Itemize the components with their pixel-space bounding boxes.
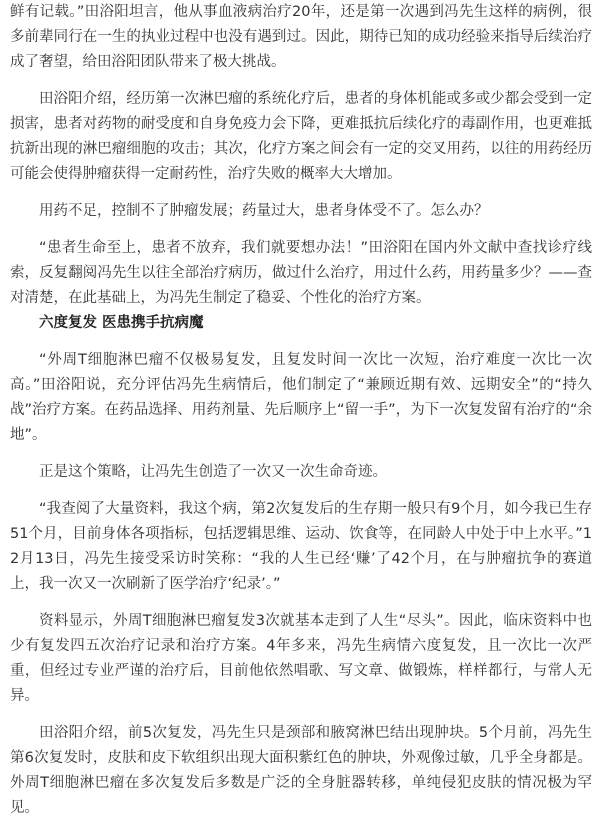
paragraph-7: “我查阅了大量资料，我这个病，第2次复发后的生存期一般只有9个月，如今我已生存51个月，目前身体各项指标，包括逻辑思维、运动、饮食等，在同龄人中处于中上水平。”12月13日，冯先生接受采访时笑称：“我的人生已经‘赚’了42个月，在与肿瘤抗争的赛道上，我一次又一次刷新了医学治疗‘纪录’。” <box>10 501 592 592</box>
paragraph-8: 资料显示，外周T细胞淋巴瘤复发3次就基本走到了人生“尽头”。因此，临床资料中也少有复发四五次治疗记录和治疗方案。4年多来，冯先生病情六度复发，且一次比一次严重，但经过专业严谨的治疗后，目前他依然唱歌、写文章、做锻炼，样样都行，与常人无异。 <box>10 613 592 704</box>
paragraph-1: 鲜有记载。”田浴阳坦言，他从事血液病治疗20年，还是第一次遇到冯先生这样的病例，很多前辈同行在一生的执业过程中也没有遇到过。因此，期待已知的成功经验来指导后续治疗成了奢望，给田浴阳团队带来了极大挑战。 <box>10 4 592 70</box>
paragraph-6: 正是这个策略，让冯先生创造了一次又一次生命奇迹。 <box>39 464 387 480</box>
paragraph-9: 田浴阳介绍，前5次复发，冯先生只是颈部和腋窝淋巴结出现肿块。5个月前，冯先生第6次复发时，皮肤和皮下软组织出现大面积紫红色的肿块，外观像过敏，几乎全身都是。外周T细胞淋巴瘤在多次复发后多数是广泛的全身脏器转移，单纯侵犯皮肤的情况极为罕见。 <box>10 725 592 816</box>
paragraph-4: “患者生命至上，患者不放弃，我们就要想办法！”田浴阳在国内外文献中查找诊疗线索，反复翻阅冯先生以往全部治疗病历，做过什么治疗，用过什么药，用药量多少？——查对清楚，在此基础上，为冯先生制定了稳妥、个性化的治疗方案。 <box>10 240 592 306</box>
paragraph-3: 用药不足，控制不了肿瘤发展；药量过大，患者身体受不了。怎么办？ <box>39 203 489 219</box>
paragraph-5: “外周T细胞淋巴瘤不仅极易复发，且复发时间一次比一次短，治疗难度一次比一次高。”田浴阳说，充分评估冯先生病情后，他们制定了“兼顾近期有效、远期安全”的“持久战”治疗方案。在药品选择、用药剂量、先后顺序上“留一手”，为下一次复发留有治疗的“余地”。 <box>10 352 592 443</box>
section-heading: 六度复发 医患携手抗病魔 <box>39 315 204 331</box>
paragraph-2: 田浴阳介绍，经历第一次淋巴瘤的系统化疗后，患者的身体机能或多或少都会受到一定损害，患者对药物的耐受度和自身免疫力会下降，更难抵抗后续化疗的毒副作用，也更难抵抗新出现的淋巴瘤细胞的攻击；其次，化疗方案之间会有一定的交叉用药，以往的用药经历可能会使得肿瘤获得一定耐药性，治疗失败的概率大大增加。 <box>10 91 592 182</box>
